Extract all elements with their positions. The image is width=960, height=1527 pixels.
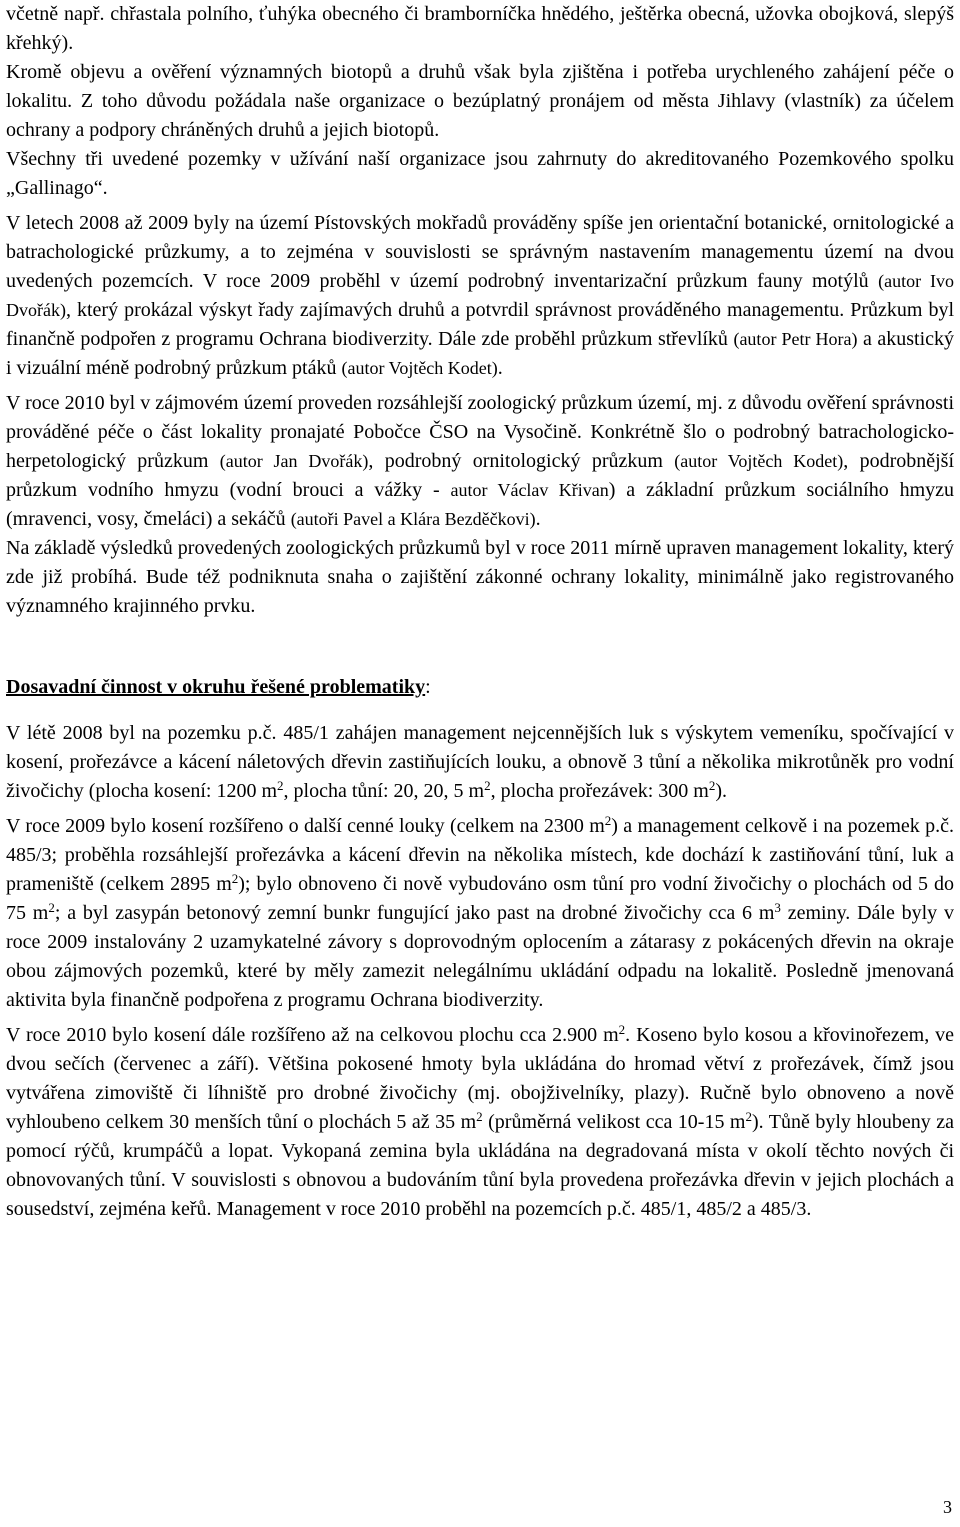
document-page — [6, 0, 954, 1224]
page-number: 3 — [943, 1497, 952, 1517]
superscript: 2 — [484, 778, 491, 793]
superscript: 2 — [708, 778, 716, 793]
author-note: (autoři Pavel a Klára Bezděčkovi) — [290, 509, 536, 529]
superscript: 2 — [231, 871, 239, 886]
history-paragraph-1: V letech 2008 až 2009 byly na území Pístovských mokřadů prováděny spíše jen orientační botanické, ornitologické a batrachologické průzkumy, a to zejména v souvislosti se správným nastavením managementu území na dvou uvedených pozemcích. V roce 2009 proběhl v území podrobný inventarizační průzkum fauny motýlů (autor Ivo Dvořák), který prokázal výskyt řady zajímavých druhů a potvrdil správnost prováděného managementu. Průzkum byl finančně podpořen z programu Ochrana biodiverzity. Dále zde proběhl průzkum střevlíků (autor Petr Hora) a akustický i vizuální méně podrobný průzkum ptáků (autor Vojtěch Kodet). — [6, 212, 954, 379]
author-note: (autor Vojtěch Kodet) — [341, 358, 498, 378]
intro-paragraph-3: Z toho důvodu požádala naše organizace o bezúplatný pronájem od města Jihlavy (vlastník) za účelem ochrany a podpory chráněných druhů a jejich biotopů. — [6, 90, 954, 141]
history-paragraph-2: V roce 2010 byl v zájmovém území proveden rozsáhlejší zoologický průzkum území, mj. z důvodu ověření správnosti prováděné péče o část lokality pronajaté Pobočce ČSO na Vysočině. Konkrétně šlo o podrobný batrachologicko-herpetologický průzkum (autor Jan Dvořák), podrobný ornitologický průzkum (autor Vojtěch Kodet), podrobnější průzkum vodního hmyzu (vodní brouci a vážky - autor Václav Křivan) a základní průzkum sociálního hmyzu (mravenci, vosy, čmeláci) a sekáčů (autoři Pavel a Klára Bezděčkovi). — [6, 392, 955, 530]
superscript: 2 — [277, 778, 284, 793]
author-note: (autor Jan Dvořák) — [219, 451, 369, 471]
history-paragraph-3: Na základě výsledků provedených zoologických průzkumů byl v roce 2011 mírně upraven management lokality, který zde již probíhá. Bude též podniknuta snaha o zajištění zákonné ochrany lokality, minimálně jako registrovaného významného krajinného prvku. — [6, 537, 954, 617]
intro-paragraph-2: Kromě objevu a ověření významných biotopů a druhů však byla zjištěna i potřeba urychleného zahájení péče o lokalitu. Z toho důvodu požádala naše organizace o bezúplatný pronájem od města Jihlavy (vlastník) za účelem ochrany a podpory chráněných druhů a jejich biotopů. — [6, 61, 954, 141]
superscript: 3 — [774, 900, 781, 915]
superscript: 2 — [476, 1109, 483, 1124]
superscript: 2 — [604, 813, 612, 828]
superscript: 2 — [48, 900, 55, 915]
intro-paragraph-continued: včetně např. chřastala polního, ťuhýka obecného či bramborníčka hnědého, ještěrka obecná, užovka obojková, slepýš křehký). — [6, 3, 954, 54]
superscript: 2 — [745, 1109, 752, 1124]
author-note: (autor Ivo Dvořák) — [6, 271, 954, 320]
intro-paragraph-4: Všechny tři uvedené pozemky v užívání naší organizace jsou zahrnuty do akreditovaného Pozemkového spolku „Gallinago“. — [6, 148, 954, 199]
author-note: autor Václav Křivan — [450, 480, 609, 500]
superscript: 2 — [618, 1022, 626, 1037]
author-note: (autor Vojtěch Kodet) — [674, 451, 844, 471]
activity-paragraph-2008: V létě 2008 byl na pozemku p.č. 485/1 zahájen management nejcennějších luk s výskytem vemeníku, spočívající v kosení, prořezávce a kácení náletových dřevin zastiňujících louku, a obnově 3 tůní a několika mikrotůněk pro vodní živočichy (plocha kosení: 1200 $m^2$, plocha tůní: 20, 20, 5 $m^2$, plocha prořezávek: 300 $m^2$). — [6, 722, 954, 802]
activity-paragraph-2010: V roce 2010 bylo kosení dále rozšířeno až na celkovou plochu cca 2.900 $m^2$. Koseno bylo kosou a křovinořezem, ve dvou sečích (červenec a září). Většina pokosené hmoty byla ukládána do hromad větví z prořezávek, čímž jsou vytvářena zimoviště či líhniště pro drobné živočichy (mj. obojživelníky, plazy). Ručně bylo obnoveno a nově vyhloubeno celkem 30 menších tůní o plochách 5 až 35 $m^2$ (průměrná velikost cca 10-15 $m^2$). Tůně byly hloubeny za pomocí rýčů, krumpáčů a lopat. Vykopaná zemina byla ukládána na degradovaná místa v okolí těchto nových či obnovovaných tůní. V souvislosti s obnovou a budováním tůní byla provedena prořezávka dřevin v jejich plochách a sousedství, zejména keřů. Management v roce 2010 proběhl na pozemcích p.č. 485/1, 485/2 a 485/3. — [6, 1022, 955, 1220]
section-heading: Dosavadní činnost v okruhu řešené problematiky: — [6, 676, 431, 698]
author-note: (autor Petr Hora) — [733, 329, 858, 349]
activity-paragraph-2009: V roce 2009 bylo kosení rozšířeno o další cenné louky (celkem na 2300 $m^2$) a management celkově i na pozemek p.č. 485/3; proběhla rozsáhlejší prořezávka a kácení dřevin na několika místech, kde dochází k zastiňování tůní, luk a prameniště (celkem 2895 $m^2$); bylo obnoveno či nově vybudováno osm tůní pro vodní živočichy o plochách od 5 do 75 $m^2$; a byl zasypán betonový zemní bunkr fungující jako past na drobné živočichy cca 6 $m^3$ zeminy. Dále byly v roce 2009 instalovány 2 uzamykatelné závory s doprovodným oplocením a zátarasy z pokácených dřevin na okraje obou zájmových pozemků, které by měly zamezit nelegálnímu ukládání odpadu na lokalitě. Posledně jmenovaná aktivita byla finančně podpořena z programu Ochrana biodiverzity. — [6, 813, 954, 1011]
